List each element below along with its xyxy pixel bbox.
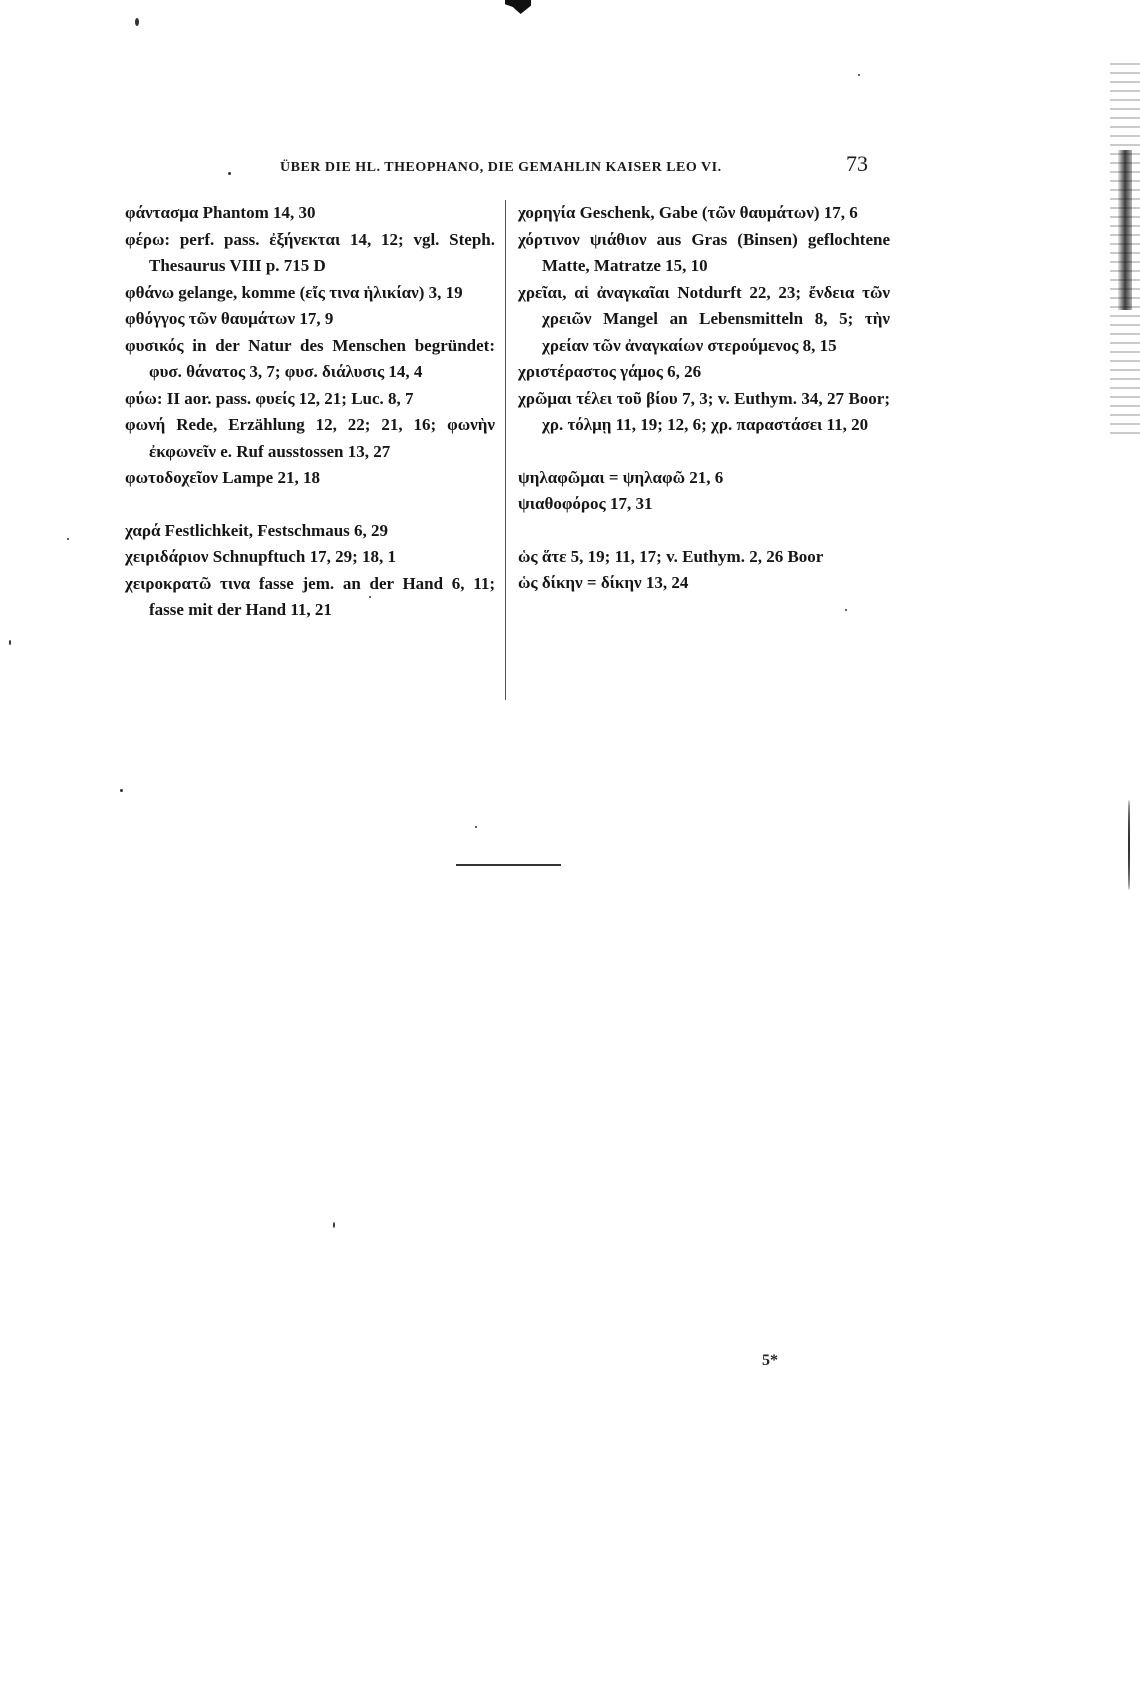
index-entry: χορηγία Geschenk, Gabe (τῶν θαυμάτων) 17, 6	[518, 203, 858, 222]
index-entry: ψιαθοφόρος 17, 31	[518, 494, 653, 513]
index-entry: χρῶμαι τέλει τοῦ βίου 7, 3; v. Euthym. 34, 27 Boor; χρ. τόλμῃ 11, 19; 12, 6; χρ. παραστάσει 11, 20	[518, 388, 890, 434]
index-entry: φθόγγος τῶν θαυμάτων 17, 9	[125, 309, 334, 328]
running-header	[270, 152, 890, 182]
index-entry: χόρτινον ψιάθιον aus Gras (Binsen) geflochtene Matte, Matratze 15, 10	[518, 229, 890, 275]
index-entry: χρεῖαι, αἱ ἀναγκαῖαι Notdurft 22, 23; ἔνδεια τῶν χρειῶν Mangel an Lebensmitteln 8, 5; τὴν χρείαν τῶν ἀναγκαίων στερούμενος 8, 15	[518, 282, 890, 355]
index-entry: φωτοδοχεῖον Lampe 21, 18	[125, 468, 320, 487]
index-entry: ὡς δίκην = δίκην 13, 24	[518, 573, 689, 592]
index-entry: ὡς ἅτε 5, 19; 11, 17; v. Euthym. 2, 26 Boor	[518, 546, 824, 566]
section-gap	[518, 439, 890, 465]
section-gap	[518, 518, 890, 544]
section-gap	[125, 492, 495, 518]
index-entry: χειροκρατῶ τινα fasse jem. an der Hand 6, 11; fasse mit der Hand 11, 21	[125, 573, 495, 619]
index-entry: φάντασμα Phantom 14, 30	[125, 203, 316, 222]
index-entry: χαρά Festlichkeit, Festschmaus 6, 29	[125, 520, 389, 540]
scan-edge-shadow	[1118, 150, 1132, 310]
index-entry: φωνή Rede, Erzählung 12, 22; 21, 16; φωνὴν ἐκφωνεῖν e. Ruf ausstossen 13, 27	[125, 415, 495, 461]
left-column	[125, 200, 495, 624]
index-entry: ψηλαφῶμαι = ψηλαφῶ 21, 6	[518, 467, 724, 487]
end-rule	[456, 864, 561, 866]
index-entry: φυσικός in der Natur des Menschen begründet: φυσ. θάνατος 3, 7; φυσ. διάλυσις 14, 4	[125, 335, 495, 381]
column-divider	[505, 200, 506, 700]
index-entry: χειριδάριον Schnupftuch 17, 29; 18, 1	[125, 547, 397, 566]
page-number: 73	[846, 151, 868, 176]
right-column	[518, 200, 890, 597]
header-title: ÜBER DIE HL. THEOPHANO, DIE GEMAHLIN KAISER LEO VI.	[280, 160, 722, 175]
index-entry: φθάνω gelange, komme (εἴς τινα ἡλικίαν) 3, 19	[125, 282, 463, 302]
index-entry: φέρω: perf. pass. ἐξήνεκται 14, 12; vgl. Steph. Thesaurus VIII p. 715 D	[125, 229, 495, 275]
index-entry: φύω: II aor. pass. φυείς 12, 21; Luc. 8, 7	[125, 388, 414, 408]
scan-mark	[505, 0, 531, 14]
signature-mark: 5*	[762, 1352, 778, 1369]
index-entry: χριστέραστος γάμος 6, 26	[518, 362, 702, 381]
